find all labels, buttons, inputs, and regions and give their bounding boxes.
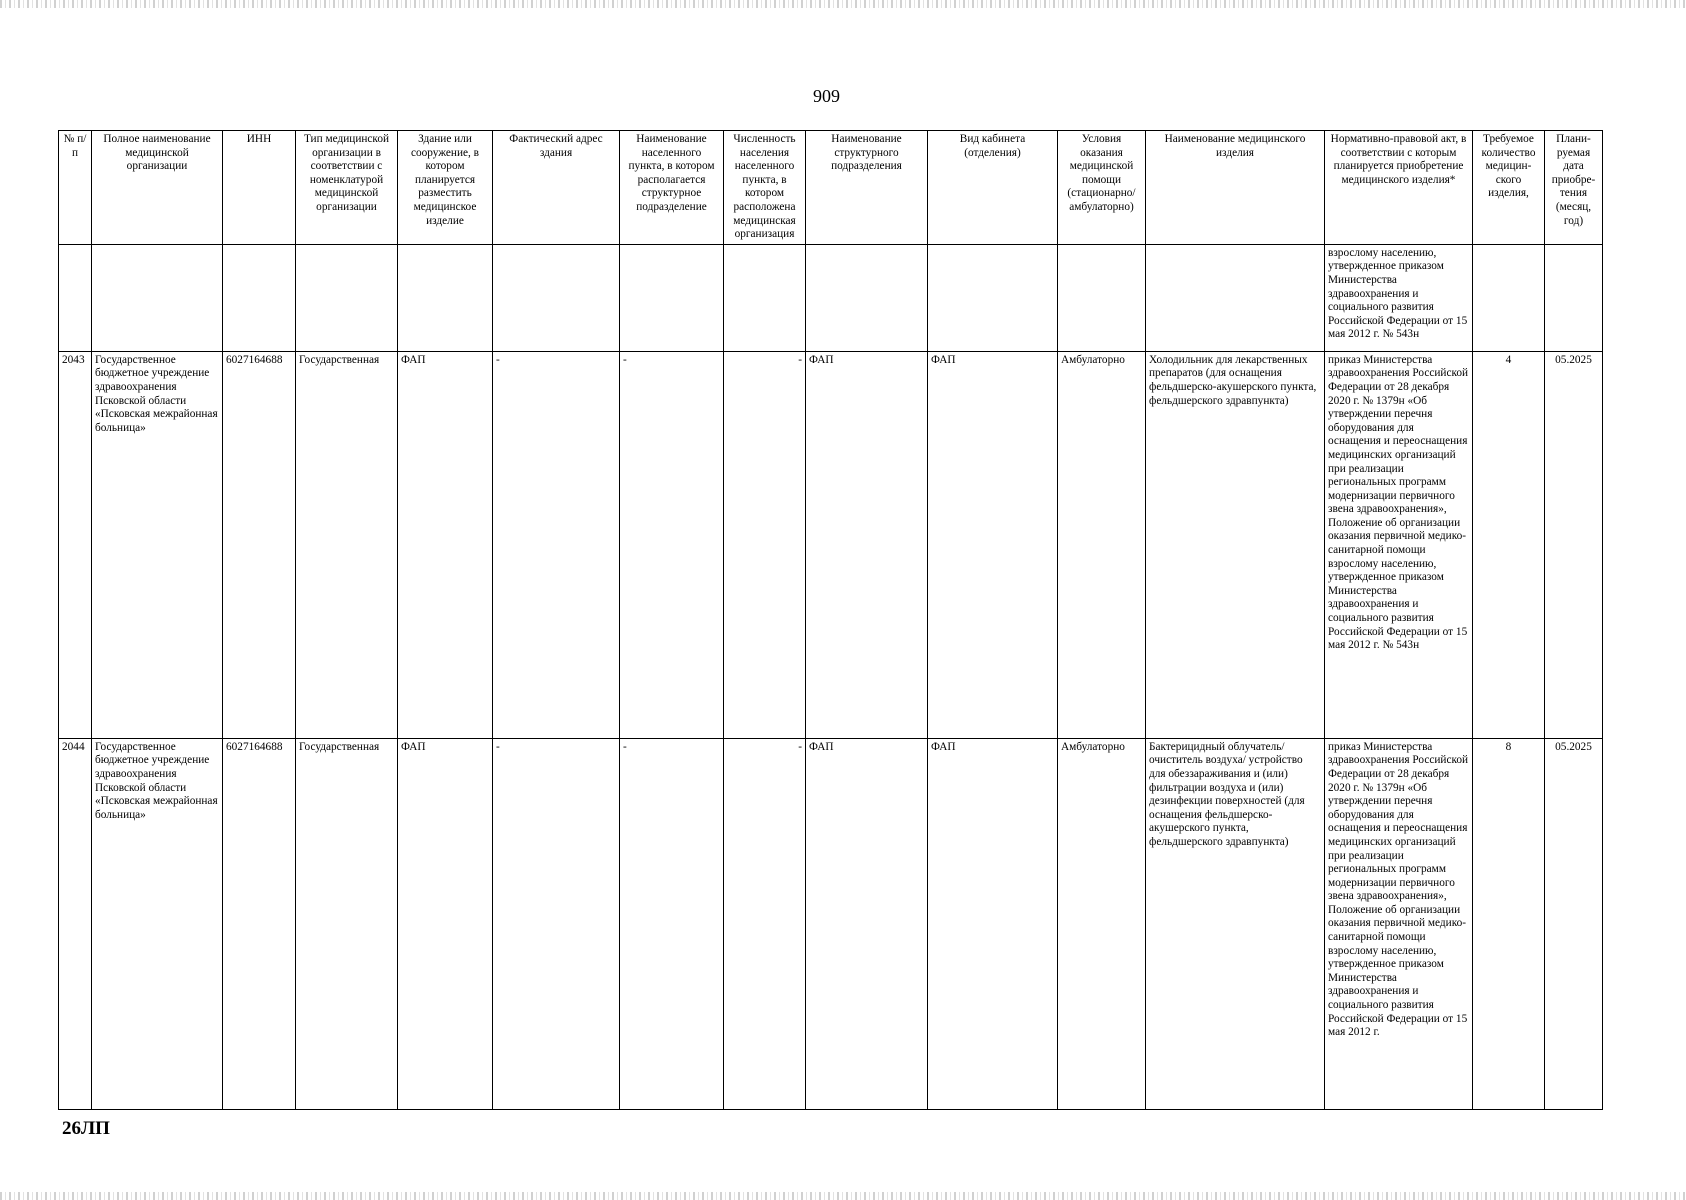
col-header-address: Фактический адрес здания (493, 131, 620, 245)
cell-inn: 6027164688 (223, 351, 296, 738)
cell-empty (223, 244, 296, 351)
cell-settlement: - (620, 738, 724, 1109)
cell-empty (806, 244, 928, 351)
footer-mark: 26ЛП (62, 1118, 110, 1139)
cell-device: Бактерицидный облучатель/ очиститель воздуха/ устройство для обеззараживания и (или) фильтрации воздуха и (или) дезинфекции поверхностей (для оснащения фельдшерско-акушерского пункта, фельдшерского здравпункта) (1146, 738, 1325, 1109)
col-header-device: Наименование медицинского изделия (1146, 131, 1325, 245)
cell-empty (928, 244, 1058, 351)
col-header-unit: Наименование структурного подразделения (806, 131, 928, 245)
cell-inn: 6027164688 (223, 738, 296, 1109)
cell-type: Государственная (296, 738, 398, 1109)
cell-empty (398, 244, 493, 351)
col-header-cabinet: Вид кабинета (отделения) (928, 131, 1058, 245)
cell-org: Государственное бюджетное учреждение здравоохранения Псковской области «Псковская межрайонная больница» (92, 351, 223, 738)
page-number: 909 (813, 86, 840, 106)
cell-settlement: - (620, 351, 724, 738)
cell-act-continuation: взрослому населению, утвержденное приказом Министерства здравоохранения и социального развития Российской Федерации от 15 мая 2012 г. № 543н (1325, 244, 1473, 351)
cell-empty (1146, 244, 1325, 351)
cell-type: Государственная (296, 351, 398, 738)
cell-empty (620, 244, 724, 351)
scan-edge-top (0, 0, 1686, 8)
cell-building: ФАП (398, 738, 493, 1109)
cell-empty (493, 244, 620, 351)
cell-building: ФАП (398, 351, 493, 738)
cell-cabinet: ФАП (928, 738, 1058, 1109)
cell-population: - (724, 351, 806, 738)
col-header-num: № п/п (59, 131, 92, 245)
cell-conditions: Амбулаторно (1058, 351, 1146, 738)
cell-address: - (493, 351, 620, 738)
table-row (59, 738, 1603, 1109)
cell-act: приказ Министерства здравоохранения Российской Федерации от 28 декабря 2020 г. № 1379н «Об утверждении перечня оборудования для оснащения и переоснащения медицинских организаций при реализации региональных программ модернизации первичного звена здравоохранения», Положение об организации оказания первичной медико-санитарной помощи взрослому населению, утвержденное приказом Министерства здравоохранения и социального развития Российской Федерации от 15 мая 2012 г. (1325, 738, 1473, 1109)
cell-population: - (724, 738, 806, 1109)
cell-empty (92, 244, 223, 351)
col-header-date: Плани-руемая дата приобре-тения (месяц, год) (1545, 131, 1603, 245)
cell-date: 05.2025 (1545, 351, 1603, 738)
col-header-type: Тип медицинской организации в соответствии с номенклатурой медицинской организации (296, 131, 398, 245)
col-header-building: Здание или сооружение, в котором планируется разместить медицинское изделие (398, 131, 493, 245)
cell-qty: 4 (1473, 351, 1545, 738)
cell-qty: 8 (1473, 738, 1545, 1109)
cell-num: 2044 (59, 738, 92, 1109)
cell-empty (59, 244, 92, 351)
col-header-conditions: Условия оказания медицинской помощи (стационарно/ амбулаторно) (1058, 131, 1146, 245)
cell-org: Государственное бюджетное учреждение здравоохранения Псковской области «Псковская межрайонная больница» (92, 738, 223, 1109)
cell-unit: ФАП (806, 738, 928, 1109)
equipment-table (58, 130, 1603, 1110)
col-header-act: Нормативно-правовой акт, в соответствии с которым планируется приобретение медицинского изделия* (1325, 131, 1473, 245)
cell-cabinet: ФАП (928, 351, 1058, 738)
cell-num: 2043 (59, 351, 92, 738)
col-header-inn: ИНН (223, 131, 296, 245)
cell-empty (1058, 244, 1146, 351)
cell-conditions: Амбулаторно (1058, 738, 1146, 1109)
cell-act: приказ Министерства здравоохранения Российской Федерации от 28 декабря 2020 г. № 1379н «Об утверждении перечня оборудования для оснащения и переоснащения медицинских организаций при реализации региональных программ модернизации первичного звена здравоохранения», Положение об организации оказания первичной медико-санитарной помощи взрослому населению, утвержденное приказом Министерства здравоохранения и социального развития Российской Федерации от 15 мая 2012 г. № 543н (1325, 351, 1473, 738)
cell-empty (1473, 244, 1545, 351)
cell-device: Холодильник для лекарственных препаратов (для оснащения фельдшерско-акушерского пункта, фельдшерского здравпункта) (1146, 351, 1325, 738)
table-header-row (59, 131, 1603, 245)
col-header-qty: Требуемое количество медицин-ского изделия, (1473, 131, 1545, 245)
cell-empty (296, 244, 398, 351)
scan-edge-bottom (0, 1192, 1686, 1200)
cell-empty (1545, 244, 1603, 351)
col-header-org: Полное наименование медицинской организации (92, 131, 223, 245)
cell-address: - (493, 738, 620, 1109)
col-header-settlement: Наименование населенного пункта, в котором располагается структурное подразделение (620, 131, 724, 245)
cell-unit: ФАП (806, 351, 928, 738)
table-row-continuation (59, 244, 1603, 351)
col-header-population: Численность населения населенного пункта, в котором расположена медицинская организация (724, 131, 806, 245)
cell-date: 05.2025 (1545, 738, 1603, 1109)
cell-empty (724, 244, 806, 351)
table-row (59, 351, 1603, 738)
